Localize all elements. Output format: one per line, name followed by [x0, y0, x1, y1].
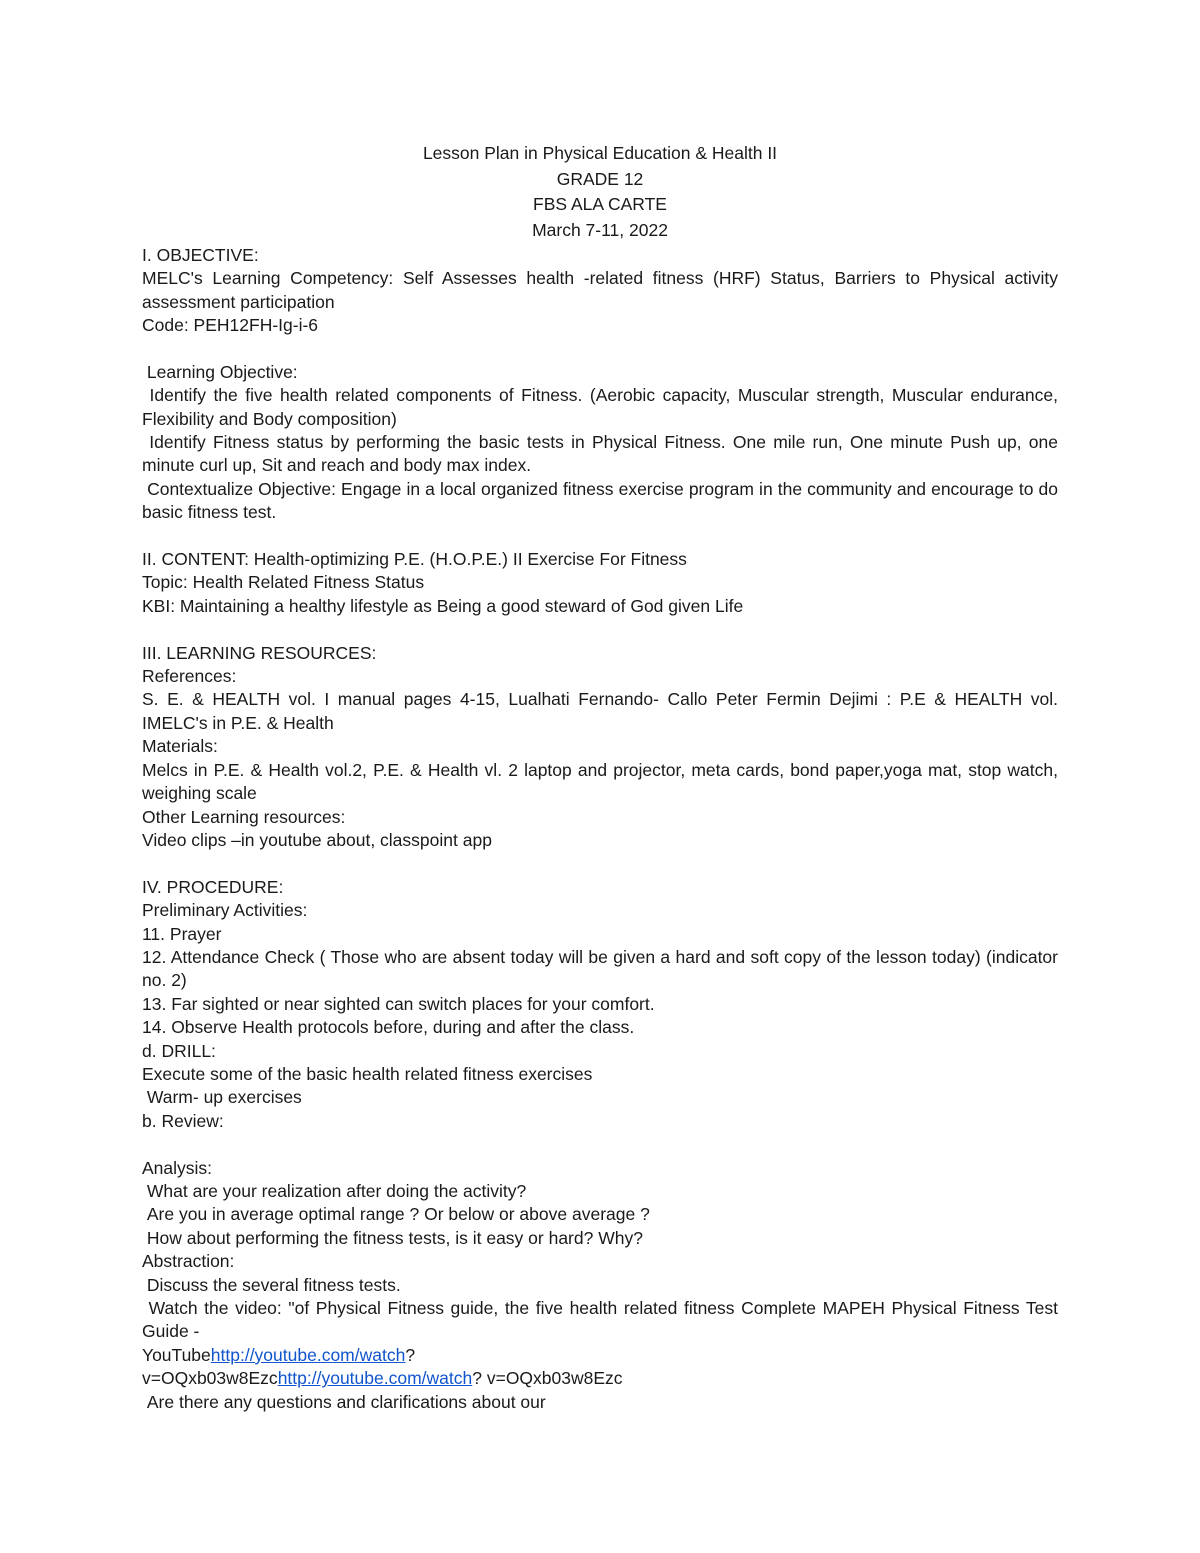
- section-name: FBS ALA CARTE: [533, 194, 667, 215]
- learning-objective-1: Identify the five health related components of Fitness. (Aerobic capacity, Muscular strength, Muscular endurance, Flexibility and Body composition): [142, 385, 1063, 429]
- video-param-2: ? v=OQxb03w8Ezc: [472, 1368, 623, 1389]
- spacer: [142, 337, 1058, 360]
- preliminary-activities: Preliminary Activities:: [142, 900, 308, 921]
- spacer: [142, 852, 1058, 875]
- competency-code: Code: PEH12FH-Ig-i-6: [142, 315, 319, 336]
- procedure-item-seating: 13. Far sighted or near sighted can switch places for your comfort.: [142, 993, 655, 1014]
- grade-level: GRADE 12: [556, 168, 644, 189]
- references-text: S. E. & HEALTH vol. I manual pages 4-15, Lualhati Fernando- Callo Peter Fermin Dejimi : P.E & HEALTH vol. IMELC's in P.E. & Health: [142, 689, 1063, 733]
- video-param-1: v=OQxb03w8Ezc: [142, 1368, 278, 1389]
- youtube-param-line: [142, 1367, 1058, 1390]
- lesson-date: March 7-11, 2022: [532, 220, 668, 241]
- document-title: Lesson Plan in Physical Education & Health II: [422, 143, 778, 163]
- document-body: [142, 244, 1063, 1414]
- procedure-item-attendance: 12. Attendance Check ( Those who are absent today will be given a hard and soft copy of the lesson today) (indicator no. 2): [142, 946, 1063, 991]
- spacer: [142, 618, 1058, 641]
- document-header: [142, 141, 1058, 244]
- resources-heading: III. LEARNING RESOURCES:: [142, 642, 377, 663]
- procedure-heading: IV. PROCEDURE:: [142, 876, 284, 897]
- content-kbi: KBI: Maintaining a healthy lifestyle as Being a good steward of God given Life: [142, 595, 744, 616]
- youtube-link-line: [142, 1344, 1058, 1367]
- abstraction-item-1: Discuss the several fitness tests.: [142, 1274, 401, 1295]
- learning-objective-2: Identify Fitness status by performing the basic tests in Physical Fitness. One mile run, One minute Push up, one minute curl up, Sit and reach and body max index.: [142, 432, 1063, 476]
- spacer: [142, 525, 1058, 548]
- review-heading: b. Review:: [142, 1110, 224, 1131]
- learning-objective-heading: Learning Objective:: [142, 361, 298, 382]
- other-resources-label: Other Learning resources:: [142, 806, 346, 827]
- other-resources-text: Video clips –in youtube about, classpoint app: [142, 829, 492, 850]
- procedure-item-protocols: 14. Observe Health protocols before, during and after the class.: [142, 1017, 635, 1038]
- references-label: References:: [142, 666, 237, 687]
- closing-question: Are there any questions and clarifications about our: [142, 1391, 546, 1412]
- drill-text: Execute some of the basic health related fitness exercises: [142, 1063, 593, 1084]
- analysis-question-2: Are you in average optimal range ? Or below or above average ?: [142, 1204, 650, 1225]
- content-topic: Topic: Health Related Fitness Status: [142, 572, 425, 593]
- link-question-mark: ?: [405, 1344, 416, 1365]
- materials-label: Materials:: [142, 736, 218, 757]
- learning-objective-3: Contextualize Objective: Engage in a local organized fitness exercise program in the community and encourage to do basic fitness test.: [142, 478, 1063, 523]
- content-heading: II. CONTENT: Health-optimizing P.E. (H.O.P.E.) II Exercise For Fitness: [142, 549, 687, 570]
- abstraction-item-2: Watch the video: "of Physical Fitness guide, the five health related fitness Complete MAPEH Physical Fitness Test Guide -: [142, 1298, 1063, 1342]
- drill-heading: d. DRILL:: [142, 1040, 216, 1061]
- youtube-link-2[interactable]: http://youtube.com/watch: [277, 1368, 473, 1389]
- analysis-question-1: What are your realization after doing the activity?: [142, 1180, 527, 1201]
- analysis-question-3: How about performing the fitness tests, is it easy or hard? Why?: [142, 1227, 643, 1248]
- materials-text: Melcs in P.E. & Health vol.2, P.E. & Health vl. 2 laptop and projector, meta cards, bond paper,yoga mat, stop watch, weighing scale: [142, 759, 1063, 804]
- procedure-item-prayer: 11. Prayer: [142, 923, 222, 944]
- melc-competency: MELC's Learning Competency: Self Assesses health -related fitness (HRF) Status, Barriers to Physical activity assessment participation: [142, 268, 1063, 312]
- analysis-heading: Analysis:: [142, 1157, 213, 1178]
- spacer: [142, 1133, 1058, 1156]
- objective-heading: I. OBJECTIVE:: [142, 244, 259, 265]
- youtube-link-1[interactable]: http://youtube.com/watch: [210, 1344, 406, 1365]
- abstraction-heading: Abstraction:: [142, 1251, 235, 1272]
- youtube-prefix: YouTube: [142, 1344, 211, 1365]
- warmup-text: Warm- up exercises: [142, 1087, 302, 1108]
